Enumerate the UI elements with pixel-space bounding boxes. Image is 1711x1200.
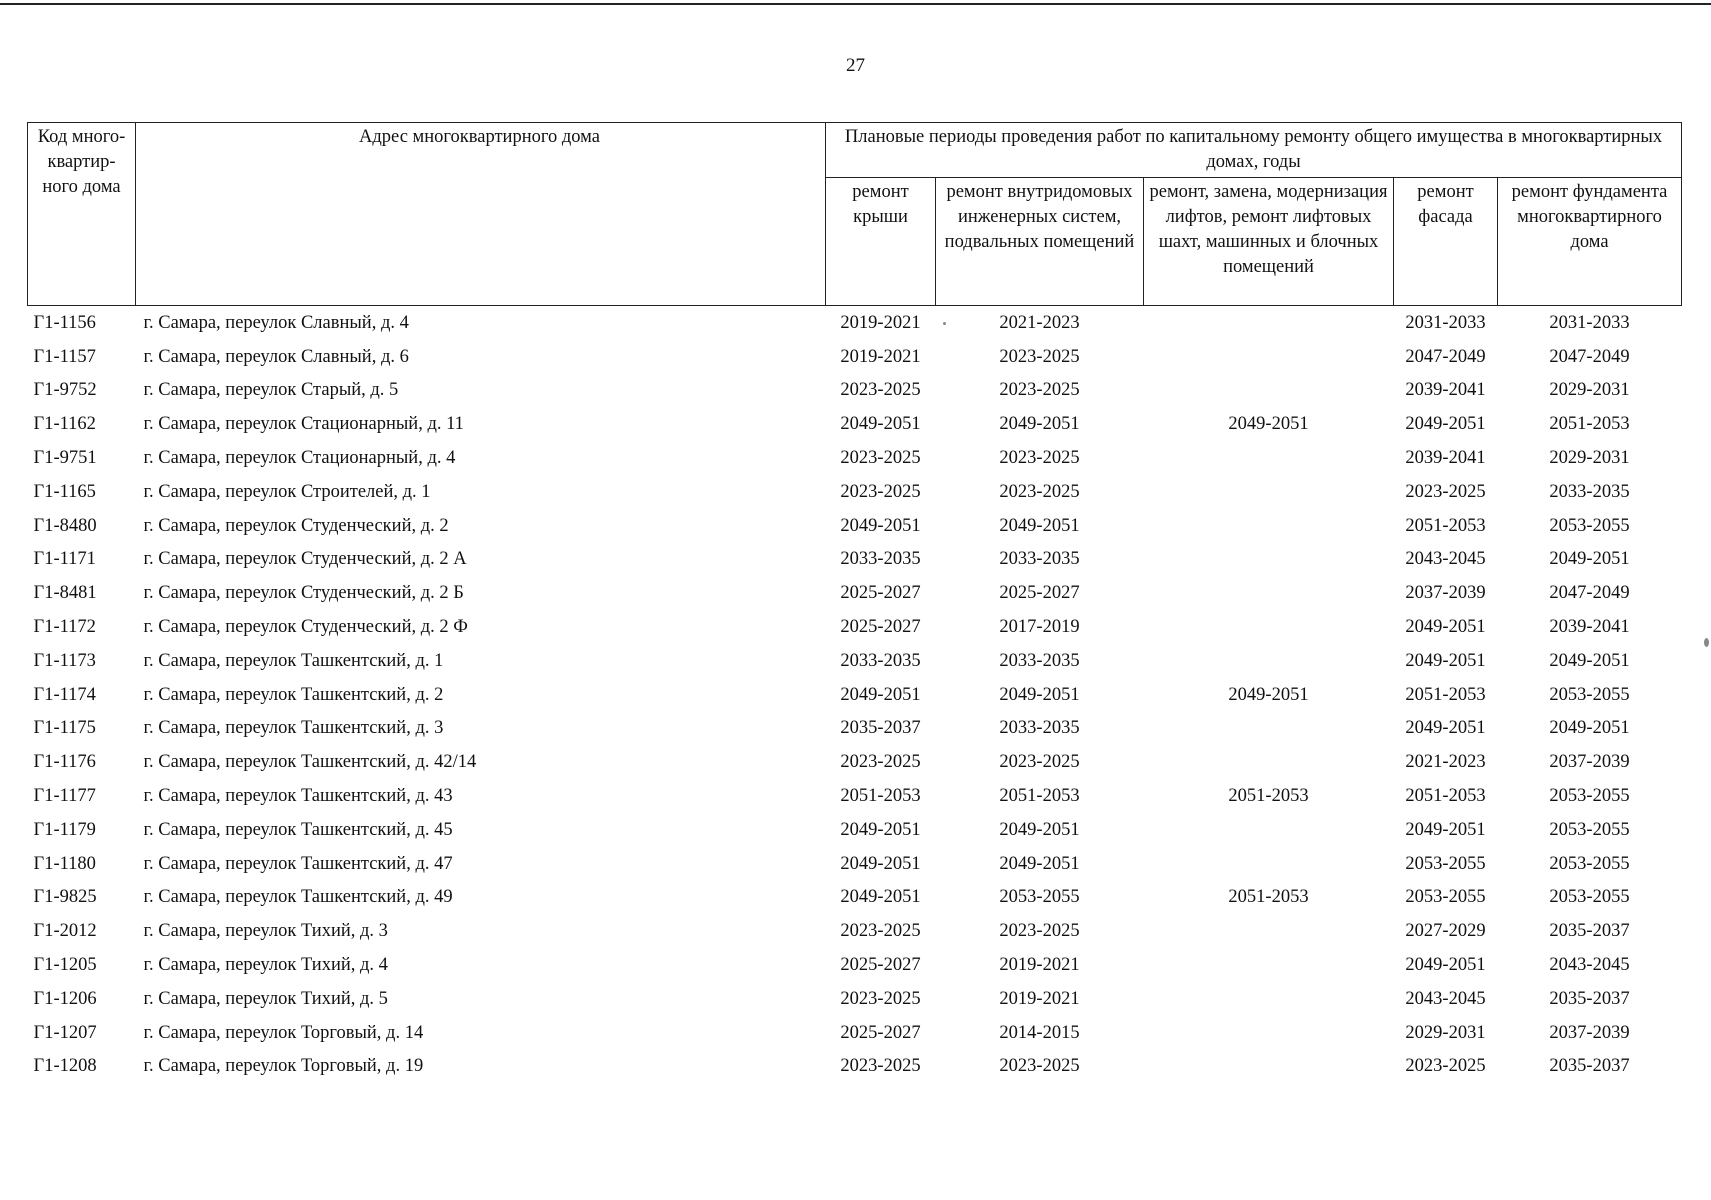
table-row xyxy=(28,610,1682,644)
cell-lifts-period xyxy=(1144,745,1394,779)
cell-lifts-period xyxy=(1144,1050,1394,1084)
cell-systems-period: 2033-2035 xyxy=(999,718,1080,739)
cell-address: г. Самара, переулок Ташкентский, д. 3 xyxy=(143,718,444,739)
cell-roof-period: 2049-2051 xyxy=(840,684,921,705)
table-row xyxy=(28,678,1682,712)
cell-lifts-period: 2049-2051 xyxy=(1228,684,1309,705)
cell-lifts-period: 2051-2053 xyxy=(1228,887,1309,908)
cell-foundation-period: 2039-2041 xyxy=(1549,617,1630,638)
cell-foundation-period: 2037-2039 xyxy=(1549,752,1630,773)
cell-facade-period: 2037-2039 xyxy=(1405,583,1486,604)
cell-roof-period: 2051-2053 xyxy=(840,786,921,807)
cell-roof-period: 2023-2025 xyxy=(840,921,921,942)
cell-facade-period: 2023-2025 xyxy=(1405,1056,1486,1077)
cell-roof-period: 2035-2037 xyxy=(840,718,921,739)
header-foundation-repair: ремонт фундамента многоквартирного дома xyxy=(1498,178,1682,306)
header-lift-repair: ремонт, замена, модернизация лифтов, ремонт лифтовых шахт, машинных и блочных помещений xyxy=(1144,178,1394,306)
cell-roof-period: 2019-2021 xyxy=(840,312,921,333)
table-row xyxy=(28,306,1682,340)
cell-systems-period: 2025-2027 xyxy=(999,583,1080,604)
cell-systems-period: 2023-2025 xyxy=(999,380,1080,401)
table-row xyxy=(28,340,1682,374)
cell-foundation-period: 2047-2049 xyxy=(1549,346,1630,367)
cell-roof-period: 2023-2025 xyxy=(840,448,921,469)
cell-lifts-period xyxy=(1144,576,1394,610)
cell-lifts-period: 2049-2051 xyxy=(1228,414,1309,435)
cell-address: г. Самара, переулок Студенческий, д. 2 xyxy=(143,515,449,536)
cell-code: Г1-2012 xyxy=(33,921,97,942)
cell-lifts-period xyxy=(1144,914,1394,948)
cell-foundation-period: 2053-2055 xyxy=(1549,684,1630,705)
cell-systems-period: 2023-2025 xyxy=(999,481,1080,502)
cell-systems-period: 2023-2025 xyxy=(999,448,1080,469)
cell-foundation-period: 2053-2055 xyxy=(1549,853,1630,874)
cell-code: Г1-1177 xyxy=(33,786,96,807)
cell-code: Г1-1156 xyxy=(33,312,96,333)
cell-foundation-period: 2053-2055 xyxy=(1549,887,1630,908)
table-row xyxy=(28,576,1682,610)
cell-facade-period: 2027-2029 xyxy=(1405,921,1486,942)
cell-systems-period: 2051-2053 xyxy=(999,786,1080,807)
cell-systems-period: 2023-2025 xyxy=(999,1056,1080,1077)
cell-systems-period: 2033-2035 xyxy=(999,650,1080,671)
cell-systems-period: 2014-2015 xyxy=(999,1022,1080,1043)
cell-lifts-period: 2051-2053 xyxy=(1228,786,1309,807)
cell-code: Г1-9825 xyxy=(33,887,97,908)
header-code: Код много-квартир-ного дома xyxy=(28,123,136,306)
table-row xyxy=(28,374,1682,408)
header-address: Адрес многоквартирного дома xyxy=(136,123,826,306)
cell-address: г. Самара, переулок Ташкентский, д. 45 xyxy=(143,819,453,840)
cell-roof-period: 2033-2035 xyxy=(840,549,921,570)
cell-lifts-period xyxy=(1144,509,1394,543)
cell-code: Г1-8481 xyxy=(33,583,97,604)
cell-address: г. Самара, переулок Старый, д. 5 xyxy=(143,380,399,401)
cell-code: Г1-8480 xyxy=(33,515,97,536)
cell-facade-period: 2051-2053 xyxy=(1405,684,1486,705)
scan-speck xyxy=(943,322,946,325)
cell-address: г. Самара, переулок Торговый, д. 14 xyxy=(143,1022,424,1043)
cell-code: Г1-1205 xyxy=(33,955,97,976)
table-row xyxy=(28,1050,1682,1084)
cell-systems-period: 2023-2025 xyxy=(999,921,1080,942)
cell-lifts-period xyxy=(1144,543,1394,577)
table-row xyxy=(28,475,1682,509)
cell-lifts-period xyxy=(1144,475,1394,509)
cell-lifts-period xyxy=(1144,847,1394,881)
cell-foundation-period: 2037-2039 xyxy=(1549,1022,1630,1043)
table-row xyxy=(28,1016,1682,1050)
cell-code: Г1-1179 xyxy=(33,819,96,840)
cell-roof-period: 2025-2027 xyxy=(840,955,921,976)
table-row xyxy=(28,745,1682,779)
cell-foundation-period: 2053-2055 xyxy=(1549,515,1630,536)
cell-code: Г1-1172 xyxy=(33,617,96,638)
header-planned-periods: Плановые периоды проведения работ по капитальному ремонту общего имущества в многоквартирных домах, годы xyxy=(826,123,1682,178)
cell-foundation-period: 2049-2051 xyxy=(1549,650,1630,671)
cell-address: г. Самара, переулок Тихий, д. 5 xyxy=(143,988,388,1009)
cell-code: Г1-1176 xyxy=(33,752,96,773)
cell-lifts-period xyxy=(1144,441,1394,475)
cell-address: г. Самара, переулок Ташкентский, д. 47 xyxy=(143,853,453,874)
cell-roof-period: 2025-2027 xyxy=(840,617,921,638)
cell-systems-period: 2049-2051 xyxy=(999,819,1080,840)
cell-address: г. Самара, переулок Строителей, д. 1 xyxy=(143,481,431,502)
cell-lifts-period xyxy=(1144,1016,1394,1050)
header-roof-repair: ремонт крыши xyxy=(826,178,936,306)
cell-roof-period: 2033-2035 xyxy=(840,650,921,671)
cell-code: Г1-1180 xyxy=(33,853,96,874)
cell-roof-period: 2025-2027 xyxy=(840,1022,921,1043)
top-border-line xyxy=(0,3,1711,5)
cell-facade-period: 2043-2045 xyxy=(1405,988,1486,1009)
cell-facade-period: 2021-2023 xyxy=(1405,752,1486,773)
cell-facade-period: 2049-2051 xyxy=(1405,819,1486,840)
table-row xyxy=(28,543,1682,577)
table-row xyxy=(28,407,1682,441)
cell-code: Г1-1157 xyxy=(33,346,96,367)
cell-systems-period: 2023-2025 xyxy=(999,752,1080,773)
cell-foundation-period: 2033-2035 xyxy=(1549,481,1630,502)
cell-facade-period: 2049-2051 xyxy=(1405,617,1486,638)
cell-lifts-period xyxy=(1144,610,1394,644)
table-row xyxy=(28,712,1682,746)
cell-roof-period: 2049-2051 xyxy=(840,853,921,874)
cell-code: Г1-1175 xyxy=(33,718,96,739)
cell-roof-period: 2049-2051 xyxy=(840,887,921,908)
cell-facade-period: 2053-2055 xyxy=(1405,853,1486,874)
cell-address: г. Самара, переулок Славный, д. 4 xyxy=(143,312,409,333)
cell-address: г. Самара, переулок Тихий, д. 3 xyxy=(143,921,388,942)
table-body xyxy=(28,306,1682,1084)
cell-facade-period: 2051-2053 xyxy=(1405,786,1486,807)
cell-facade-period: 2039-2041 xyxy=(1405,448,1486,469)
cell-roof-period: 2049-2051 xyxy=(840,414,921,435)
cell-roof-period: 2023-2025 xyxy=(840,1056,921,1077)
cell-facade-period: 2049-2051 xyxy=(1405,955,1486,976)
table-row xyxy=(28,441,1682,475)
cell-facade-period: 2053-2055 xyxy=(1405,887,1486,908)
cell-roof-period: 2025-2027 xyxy=(840,583,921,604)
cell-code: Г1-1162 xyxy=(33,414,96,435)
cell-systems-period: 2021-2023 xyxy=(999,312,1080,333)
cell-address: г. Самара, переулок Ташкентский, д. 42/14 xyxy=(143,752,477,773)
table-row xyxy=(28,982,1682,1016)
cell-lifts-period xyxy=(1144,340,1394,374)
cell-code: Г1-9752 xyxy=(33,380,97,401)
cell-systems-period: 2049-2051 xyxy=(999,414,1080,435)
cell-facade-period: 2049-2051 xyxy=(1405,718,1486,739)
table-row xyxy=(28,644,1682,678)
cell-address: г. Самара, переулок Тихий, д. 4 xyxy=(143,955,388,976)
cell-facade-period: 2029-2031 xyxy=(1405,1022,1486,1043)
cell-foundation-period: 2053-2055 xyxy=(1549,786,1630,807)
table-row xyxy=(28,509,1682,543)
cell-foundation-period: 2047-2049 xyxy=(1549,583,1630,604)
cell-facade-period: 2049-2051 xyxy=(1405,650,1486,671)
cell-address: г. Самара, переулок Ташкентский, д. 49 xyxy=(143,887,453,908)
cell-code: Г1-1173 xyxy=(33,650,96,671)
cell-lifts-period xyxy=(1144,712,1394,746)
cell-foundation-period: 2035-2037 xyxy=(1549,988,1630,1009)
cell-lifts-period xyxy=(1144,374,1394,408)
cell-address: г. Самара, переулок Стационарный, д. 11 xyxy=(143,414,464,435)
cell-foundation-period: 2051-2053 xyxy=(1549,414,1630,435)
cell-foundation-period: 2043-2045 xyxy=(1549,955,1630,976)
cell-systems-period: 2017-2019 xyxy=(999,617,1080,638)
cell-facade-period: 2043-2045 xyxy=(1405,549,1486,570)
cell-address: г. Самара, переулок Славный, д. 6 xyxy=(143,346,409,367)
cell-foundation-period: 2049-2051 xyxy=(1549,718,1630,739)
cell-roof-period: 2023-2025 xyxy=(840,380,921,401)
cell-systems-period: 2019-2021 xyxy=(999,988,1080,1009)
table-row xyxy=(28,948,1682,982)
cell-foundation-period: 2029-2031 xyxy=(1549,448,1630,469)
cell-systems-period: 2049-2051 xyxy=(999,515,1080,536)
cell-lifts-period xyxy=(1144,644,1394,678)
cell-roof-period: 2023-2025 xyxy=(840,481,921,502)
cell-foundation-period: 2031-2033 xyxy=(1549,312,1630,333)
cell-code: Г1-1208 xyxy=(33,1056,97,1077)
cell-foundation-period: 2035-2037 xyxy=(1549,1056,1630,1077)
cell-facade-period: 2039-2041 xyxy=(1405,380,1486,401)
cell-address: г. Самара, переулок Ташкентский, д. 43 xyxy=(143,786,453,807)
table-row xyxy=(28,847,1682,881)
cell-systems-period: 2049-2051 xyxy=(999,684,1080,705)
header-facade-repair: ремонт фасада xyxy=(1394,178,1498,306)
cell-foundation-period: 2049-2051 xyxy=(1549,549,1630,570)
cell-address: г. Самара, переулок Ташкентский, д. 1 xyxy=(143,650,444,671)
cell-foundation-period: 2029-2031 xyxy=(1549,380,1630,401)
cell-systems-period: 2019-2021 xyxy=(999,955,1080,976)
cell-facade-period: 2049-2051 xyxy=(1405,414,1486,435)
cell-address: г. Самара, переулок Торговый, д. 19 xyxy=(143,1056,424,1077)
cell-lifts-period xyxy=(1144,982,1394,1016)
cell-code: Г1-1171 xyxy=(33,549,96,570)
cell-systems-period: 2033-2035 xyxy=(999,549,1080,570)
cell-roof-period: 2019-2021 xyxy=(840,346,921,367)
cell-roof-period: 2049-2051 xyxy=(840,819,921,840)
cell-roof-period: 2023-2025 xyxy=(840,752,921,773)
cell-foundation-period: 2053-2055 xyxy=(1549,819,1630,840)
cell-code: Г1-1206 xyxy=(33,988,97,1009)
scan-speck xyxy=(1704,638,1709,647)
cell-systems-period: 2023-2025 xyxy=(999,346,1080,367)
cell-lifts-period xyxy=(1144,306,1394,340)
cell-facade-period: 2047-2049 xyxy=(1405,346,1486,367)
cell-lifts-period xyxy=(1144,813,1394,847)
cell-systems-period: 2053-2055 xyxy=(999,887,1080,908)
table-row xyxy=(28,779,1682,813)
table-row xyxy=(28,881,1682,915)
cell-facade-period: 2051-2053 xyxy=(1405,515,1486,536)
table-row xyxy=(28,914,1682,948)
capital-repair-schedule-table xyxy=(27,122,1682,1083)
cell-address: г. Самара, переулок Студенческий, д. 2 А xyxy=(143,549,467,570)
cell-facade-period: 2023-2025 xyxy=(1405,481,1486,502)
cell-address: г. Самара, переулок Стационарный, д. 4 xyxy=(143,448,456,469)
cell-address: г. Самара, переулок Ташкентский, д. 2 xyxy=(143,684,444,705)
cell-address: г. Самара, переулок Студенческий, д. 2 Б xyxy=(143,583,464,604)
cell-code: Г1-1165 xyxy=(33,481,96,502)
table-row xyxy=(28,813,1682,847)
cell-code: Г1-1207 xyxy=(33,1022,97,1043)
cell-code: Г1-9751 xyxy=(33,448,97,469)
header-engineering-systems-repair: ремонт внутридомовых инженерных систем, подвальных помещений xyxy=(936,178,1144,306)
cell-roof-period: 2023-2025 xyxy=(840,988,921,1009)
cell-systems-period: 2049-2051 xyxy=(999,853,1080,874)
cell-lifts-period xyxy=(1144,948,1394,982)
cell-foundation-period: 2035-2037 xyxy=(1549,921,1630,942)
cell-code: Г1-1174 xyxy=(33,684,96,705)
cell-facade-period: 2031-2033 xyxy=(1405,312,1486,333)
cell-roof-period: 2049-2051 xyxy=(840,515,921,536)
cell-address: г. Самара, переулок Студенческий, д. 2 Ф xyxy=(143,617,468,638)
page-number: 27 xyxy=(846,55,865,76)
